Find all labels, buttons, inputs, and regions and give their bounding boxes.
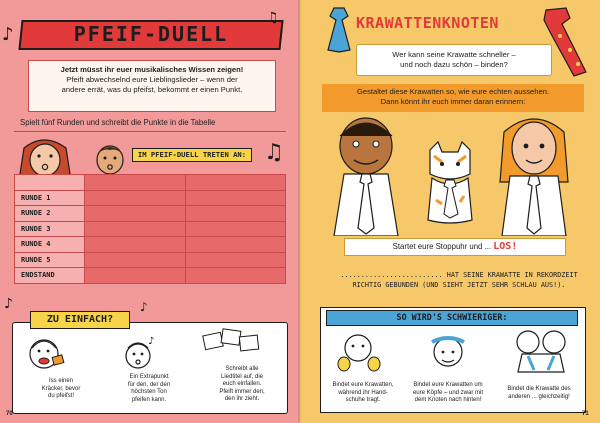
table-row	[15, 206, 286, 222]
boy-with-tie-illustration	[326, 112, 408, 236]
table-row	[15, 268, 286, 284]
tip-line: Schreibt alle	[225, 366, 259, 372]
song-title-cards-illustration	[200, 326, 262, 362]
score-cell[interactable]	[85, 206, 186, 222]
book-gutter	[298, 0, 302, 423]
whistling-boy-illustration	[90, 140, 130, 176]
tip-line: euch einfallen.	[222, 381, 262, 388]
score-cell[interactable]	[185, 268, 286, 284]
tip-line: anderen ... gleichzeitig!	[508, 393, 570, 400]
tip-line: schuhe tragt.	[345, 397, 381, 404]
score-cell[interactable]	[85, 252, 186, 268]
table-row	[15, 221, 286, 237]
row-label: RUNDE 5	[15, 252, 85, 268]
table-row	[15, 237, 286, 253]
result-text: RICHTIG GEBUNDEN (UND SIEHT JETZT SEHR SCHLAU AUS!).	[352, 281, 566, 289]
score-cell[interactable]	[85, 221, 186, 237]
music-note-icon: ♪	[2, 24, 14, 45]
tip-text	[494, 386, 584, 401]
tip-line: den ihr zieht.	[224, 396, 260, 403]
tip-line: dem Knoten nach hinten!	[414, 397, 482, 404]
stopwatch-banner	[344, 238, 566, 256]
music-note-icon: ♫	[264, 140, 284, 165]
cat-with-tie-illustration	[420, 140, 482, 226]
tip-line: eure Köpfe – und zwar mit	[412, 389, 484, 396]
page-title: KRAWATTENKNOTEN	[356, 14, 499, 32]
score-cell[interactable]	[185, 175, 286, 191]
result-line	[330, 270, 588, 294]
design-line: Dann könnt ihr euch immer daran erinnern:	[380, 97, 526, 106]
score-cell[interactable]	[85, 237, 186, 253]
tip-line: Ein Extrapunkt	[129, 374, 169, 380]
page-number: 70	[6, 411, 13, 417]
high-note-kid-illustration	[118, 334, 158, 374]
svg-text:♪: ♪	[148, 336, 155, 347]
tip-line: pfeifen kann.	[131, 396, 167, 403]
intro-box	[28, 60, 276, 112]
score-cell[interactable]	[85, 190, 186, 206]
music-note-icon: ♫	[266, 10, 279, 26]
result-text: ......................... HAT SEINE KRAWATTE IN REKORDZEIT	[340, 271, 578, 279]
tip-line: Iss einen	[48, 378, 73, 384]
question-box	[356, 44, 552, 76]
page-number: 71	[582, 411, 589, 417]
harder-banner: SO WIRD'S SCHWIERIGER:	[326, 310, 578, 326]
stopwatch-text: Startet eure Stoppuhr und ...	[392, 242, 492, 251]
score-cell[interactable]	[185, 206, 286, 222]
necktie-icon	[322, 6, 356, 54]
row-label	[15, 175, 85, 191]
question-line: und noch dazu schön – binden?	[400, 60, 508, 69]
tip-line: Bindet eure Krawatten,	[332, 382, 394, 388]
score-cell[interactable]	[85, 268, 186, 284]
tip-text	[206, 366, 278, 404]
table-row	[15, 252, 286, 268]
music-note-icon: ♪	[140, 300, 148, 314]
tip-line: du pfeifst!	[47, 393, 74, 400]
cracker-eating-kid-illustration	[26, 334, 66, 374]
tie-on-head-kid-illustration	[424, 330, 472, 374]
girl-with-tie-illustration	[494, 112, 574, 236]
tip-text	[406, 382, 490, 405]
tip-line: Liedtitel auf, die	[220, 373, 264, 380]
row-label: RUNDE 1	[15, 190, 85, 206]
row-label: RUNDE 4	[15, 237, 85, 253]
tip-line: Kräcker, bevor	[41, 385, 81, 392]
intro-line: Pfeift abwechselnd eure Lieblingslieder – wenn der	[66, 75, 238, 84]
score-cell[interactable]	[185, 221, 286, 237]
table-row	[15, 190, 286, 206]
page-title: PFEIF-DUELL	[73, 22, 229, 46]
design-instructions	[322, 84, 584, 112]
score-cell[interactable]	[185, 190, 286, 206]
design-line: Gestaltet diese Krawatten so, wie eure echten aussehen.	[356, 87, 550, 96]
table-row	[15, 175, 286, 191]
duel-label: IM PFEIF-DUELL TRETEN AN:	[132, 148, 252, 162]
row-label: ENDSTAND	[15, 268, 85, 284]
score-table	[14, 174, 286, 284]
two-kids-tying-illustration	[510, 326, 572, 374]
tip-line: während ihr Hand-	[338, 389, 388, 396]
tip-text	[116, 374, 182, 404]
table-title: Spielt fünf Runden und schreibt die Punkte in die Tabelle	[14, 118, 286, 132]
tip-line: für den, der den	[127, 381, 171, 388]
tip-line: Bindet die Krawatte des	[507, 386, 571, 392]
question-line: Wer kann seine Krawatte schneller –	[392, 50, 516, 59]
tip-line: Pfeift immer den,	[219, 388, 265, 395]
score-cell[interactable]	[185, 252, 286, 268]
intro-line: Jetzt müsst ihr euer musikalisches Wissen zeigen!	[60, 65, 244, 74]
too-easy-banner: ZU EINFACH?	[30, 311, 130, 329]
go-label: LOS!	[493, 241, 518, 252]
row-label: RUNDE 3	[15, 221, 85, 237]
music-note-icon: ♪	[4, 296, 13, 312]
tip-line: Bindet eure Krawatten um	[413, 382, 483, 388]
tip-text	[30, 378, 92, 401]
gloves-kid-illustration	[336, 330, 384, 374]
tip-text	[322, 382, 404, 405]
intro-line: andere errät, was du pfeifst, bekommt er einen Punkt.	[61, 85, 243, 94]
tip-line: höchsten Ton	[131, 389, 167, 396]
score-cell[interactable]	[185, 237, 286, 253]
score-cell[interactable]	[85, 175, 186, 191]
row-label: RUNDE 2	[15, 206, 85, 222]
